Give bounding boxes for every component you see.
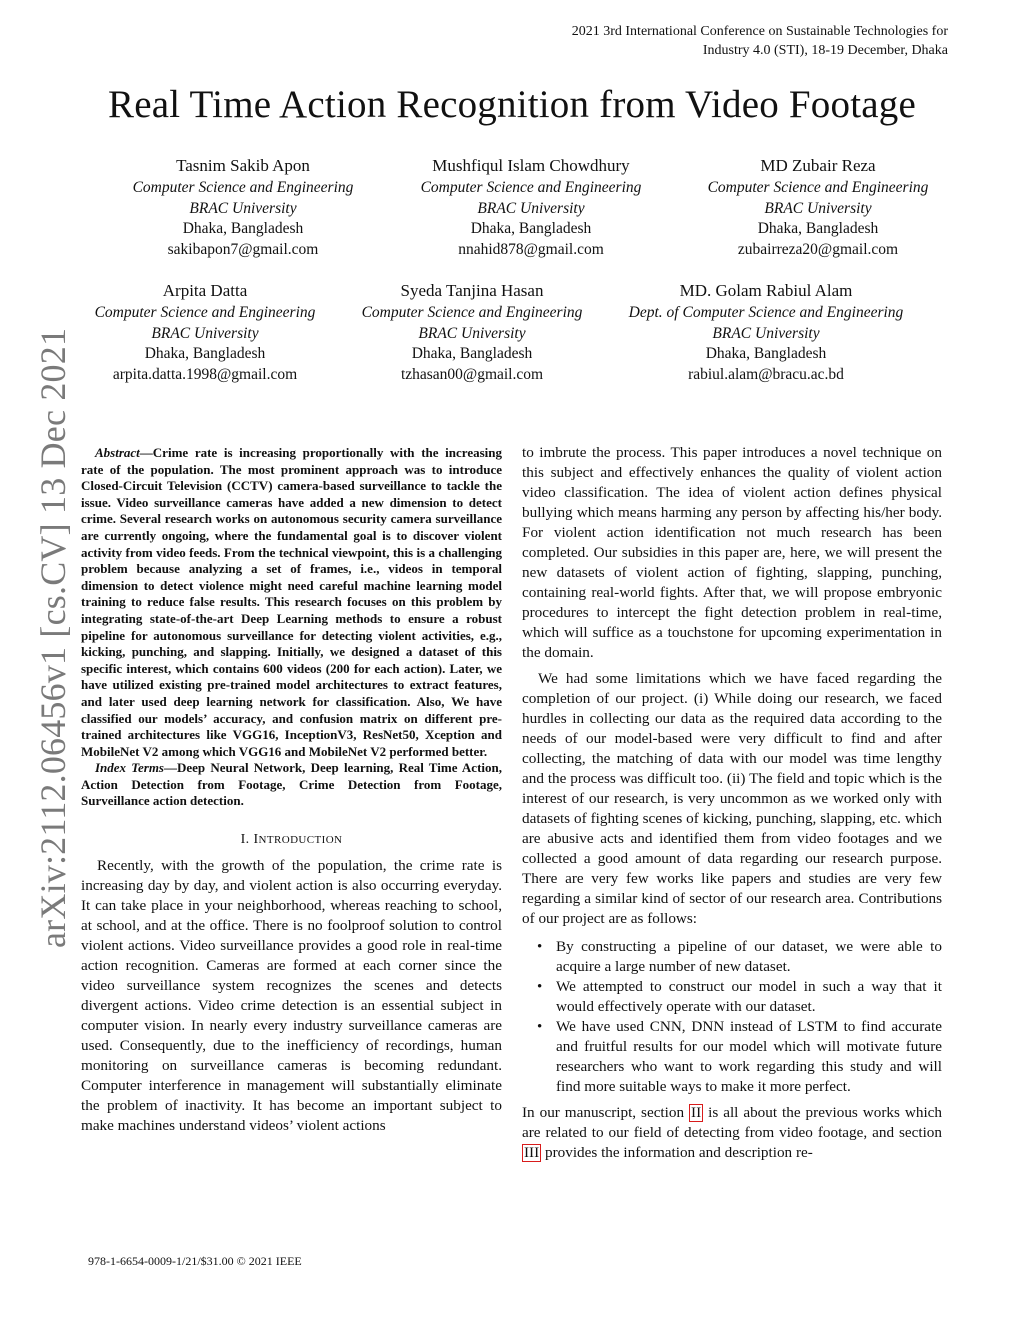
author-department: Computer Science and Engineering [132,179,354,196]
contributions-list [522,937,942,1097]
section-ref-link[interactable]: II [691,1104,702,1121]
author-email: rabiul.alam@bracu.ac.bd [688,365,844,383]
author-name: Arpita Datta [162,281,248,300]
author-university: BRAC University [712,324,820,342]
author-department: Computer Science and Engineering [707,179,929,196]
author-email: zubairreza20@gmail.com [737,240,899,258]
section-heading-numeral: I. I [240,832,259,848]
list-item [522,937,942,977]
list-item-text: We attempted to construct our model in such a way that it would effectively operate with our dataset. [556,978,942,1015]
abstract-lead: Abstract [95,445,140,460]
author-university: BRAC University [764,199,872,217]
copyright-footer: 978-1-6654-0009-1/21/$31.00 © 2021 IEEE [88,1254,302,1268]
conference-line-2: Industry 4.0 (STI), 18-19 December, Dhaka [702,43,948,58]
author-name: MD. Golam Rabiul Alam [679,281,853,300]
author-block [386,155,676,260]
author-city: Dhaka, Bangladesh [182,220,304,237]
right-column [522,443,942,1163]
author-email: tzhasan00@gmail.com [400,365,544,383]
author-city: Dhaka, Bangladesh [470,220,592,237]
manuscript-outline-paragraph [522,1103,942,1163]
author-university: BRAC University [189,199,297,217]
author-department: Computer Science and Engineering [361,304,583,321]
author-block [327,280,617,385]
author-university: BRAC University [418,324,526,342]
section-heading-rest: NTRODUCTION [258,834,343,847]
index-terms [81,760,502,810]
outline-text-c: provides the information and description re- [541,1144,813,1161]
list-item [522,977,942,1017]
index-terms-text: —Deep Neural Network, Deep learning, Real Time Action, Action Detection from Footage, Crime Detection from Footage, Surveillance action detection. [81,760,503,809]
outline-text-b: is all about the previous works which are related to our field of detecting from video footage, and section [522,1104,942,1141]
list-item-text: By constructing a pipeline of our dataset, we were able to acquire a large number of new dataset. [556,938,942,975]
index-terms-lead: Index Terms [95,760,164,776]
list-item-text: We have used CNN, DNN instead of LSTM to find accurate and fruitful results for our model which will motivate future researchers who want to work regarding this study and will find more suitable ways to make it more perfect. [556,1018,942,1095]
outline-text-a: In our manuscript, section [522,1104,690,1121]
intro-paragraph: Recently, with the growth of the population, the crime rate is increasing day by day, and violent action is also occurring everyday. It can take place in your neighborhood, whereas reaching to school, at school, and at the office. There is no foolproof solution to control violent actions. Video surveillance provides a good role in real-time action recognition. Cameras are formed at each corner since the video surveillance system recognizes the scenes and detects divergent actions. Video crime detection is an essential subject in computer vision. In nearly every industry surveillance cameras are used. Consequently, due to the inefficiency of recordings, human monitoring on surveillance cameras is becoming redundant. Computer interference in management will substantially eliminate the problem of inactivity. It has become an important subject to make machines understand videos’ violent actions [81,857,502,1135]
paper-title: Real Time Action Recognition from Video Footage [108,83,916,126]
conference-line-1: 2021 3rd International Conference on Sustainable Technologies for [571,24,948,39]
author-city: Dhaka, Bangladesh [411,345,533,362]
abstract-text: —Crime rate is increasing proportionally with the increasing rate of the population. The most prominent approach was to introduce Closed-Circuit Television (CCTV) camera-based surveillance to tackle the issue. Video surveillance cameras have added a new dimension to detect crime. Several research works on autonomous security camera surveillance are currently ongoing, where the fundamental goal is to discover violent activity from video feeds. From the technical viewpoint, this is a challenging problem because analyzing a set of frames, i.e., videos in temporal dimension to detect violence might need careful machine learning model training to reduce false results. This research focuses on this problem by integrating state-of-the-art Deep Learning methods to ensure a robust pipeline for autonomous surveillance for detecting violent activities, e.g., kicking, punching, and slapping. Initially, we designed a dataset of this specific interest, which contains 600 videos (200 for each action). Later, we have utilized existing pre-trained model architectures to extract features, and later used deep learning network for classification. Also, We have classified our models’ accuracy, and confusion matrix on different pre-trained architectures like VGG16, InceptionV3, ResNet50, Xception and MobileNet V2 among which VGG16 and MobileNet V2 performed better. [81,445,502,759]
conference-header [388,22,948,60]
author-department: Computer Science and Engineering [94,304,316,321]
author-department: Computer Science and Engineering [420,179,642,196]
author-block [98,155,388,260]
bullet-icon: • [537,939,543,955]
author-email: sakibapon7@gmail.com [167,240,319,258]
author-department: Dept. of Computer Science and Engineering [628,304,904,321]
author-name: MD Zubair Reza [760,156,876,175]
author-university: BRAC University [151,324,259,342]
author-block [60,280,350,385]
author-city: Dhaka, Bangladesh [144,345,266,362]
section-ref-link[interactable]: III [524,1144,540,1161]
author-email: arpita.datta.1998@gmail.com [112,365,298,383]
author-email: nnahid878@gmail.com [458,240,604,258]
author-name: Tasnim Sakib Apon [176,156,310,175]
author-city: Dhaka, Bangladesh [757,220,879,237]
body-paragraph: to imbrute the process. This paper introduces a novel technique on this subject and effectively enhances the quality of violent action video classification. The idea of violent action defines physical bullying which means harming any person by affecting his/her body. For violent action identification not much research has been completed. Our subsidies in this paper are, here, we will present the new datasets of violent action of fighting, slapping, punching, containing real-world fights. After that, we will propose embryonic procedures to intercept the fight detection problem in real-time, which will suffice as a touchstone for upcoming experimentation in the domain. [522,444,942,661]
arxiv-stamp: arXiv:2112.06456v1 [cs.CV] 13 Dec 2021 [33,327,73,948]
bullet-icon: • [537,979,543,995]
section-heading-introduction [81,832,502,848]
author-city: Dhaka, Bangladesh [705,345,827,362]
author-name: Mushfiqul Islam Chowdhury [432,156,630,175]
author-university: BRAC University [477,199,585,217]
author-block [606,280,926,385]
bullet-icon: • [537,1019,543,1035]
list-item [522,1017,942,1097]
limitations-paragraph: We had some limitations which we have faced regarding the completion of our project. (i) While doing our research, we faced hurdles in collecting our data as the required data according to the needs of our model-based were very difficult to find and after collecting, the matching of data with our model was time lengthy and the process was difficult too. (ii) The field and topic which is the interest of our research, is very uncommon as we worked only with datasets of fighting scenes of kicking, punching, slapping, etc. which are abusive acts and identified them from video footages and we collected a good amount of data regarding our research purpose. There are very few works like papers and studies are very few regarding a similar kind of sector of our research area. Contributions of our project are as follows: [522,670,942,927]
abstract [81,445,502,760]
author-block [673,155,963,260]
author-name: Syeda Tanjina Hasan [400,281,544,300]
left-column [81,445,502,1136]
